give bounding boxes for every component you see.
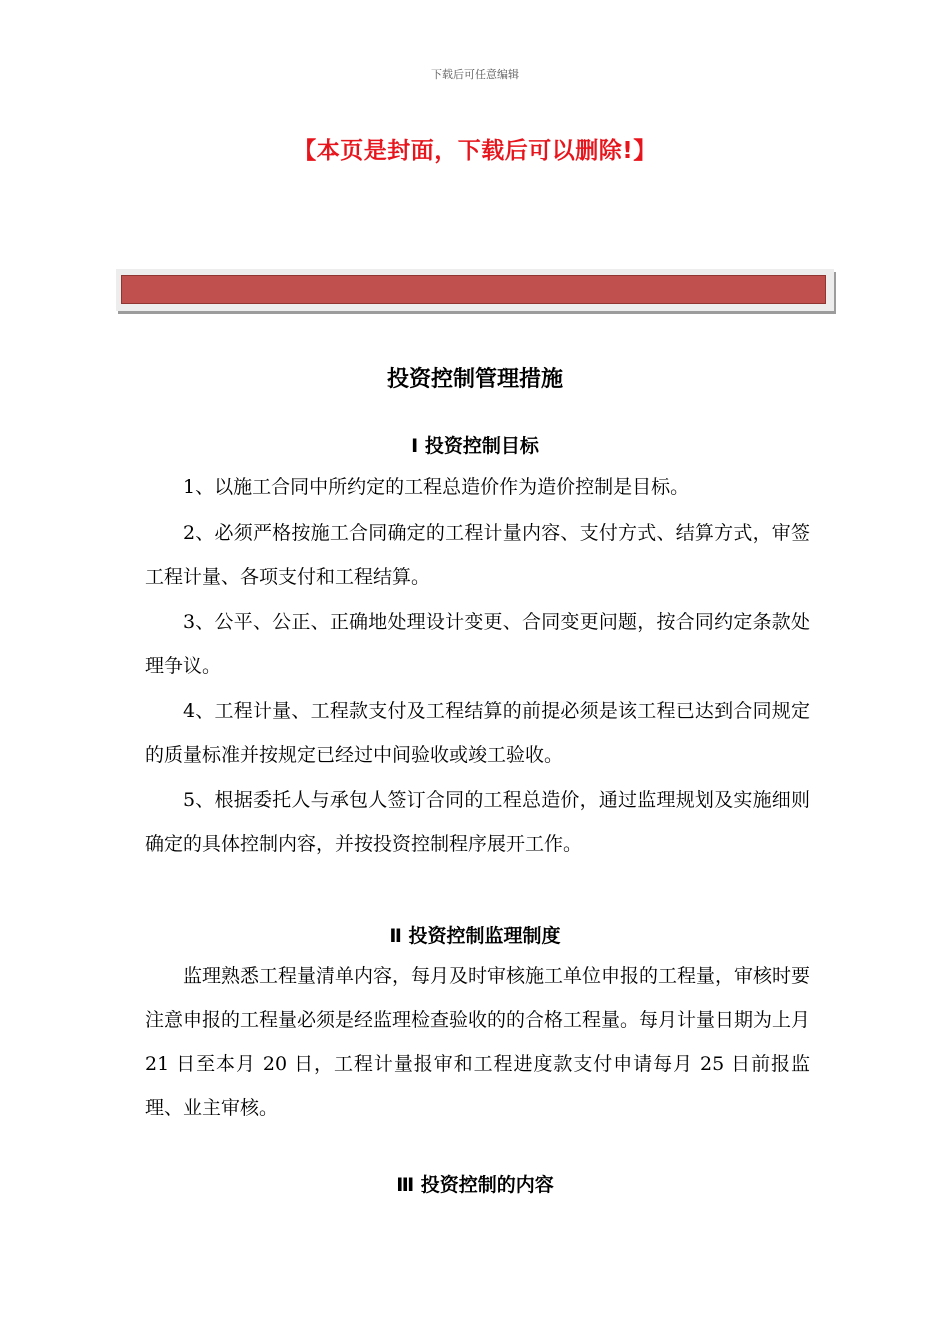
banner-bar (121, 275, 826, 304)
paragraph-1-2: 2、必须严格按施工合同确定的工程计量内容、支付方式、结算方式，审签工程计量、各项支付和工程结算。 (145, 522, 810, 588)
section-heading-2: Ⅱ 投资控制监理制度 (389, 925, 561, 947)
section-heading-1: Ⅰ 投资控制目标 (411, 435, 539, 457)
paragraph-1-3: 3、公平、公正、正确地处理设计变更、合同变更问题，按合同约定条款处理争议。 (145, 611, 810, 677)
decorative-banner (116, 269, 834, 311)
paragraph-2-1: 监理熟悉工程量清单内容，每月及时审核施工单位申报的工程量，审核时要注意申报的工程量必须是经监理检查验收的的合格工程量。每月计量日期为上月 21 日至本月 20 日，工程计量报审和工程进度款支付申请每月 25 日前报监理、业主审核。 (145, 965, 811, 1119)
cover-notice: 【本页是封面，下载后可以删除!】 (293, 138, 657, 164)
header-note: 下载后可任意编辑 (431, 68, 519, 81)
paragraph-1-4: 4、工程计量、工程款支付及工程结算的前提必须是该工程已达到合同规定的质量标准并按规定已经过中间验收或竣工验收。 (145, 700, 810, 766)
paragraph-1-1: 1、以施工合同中所约定的工程总造价作为造价控制是目标。 (183, 476, 690, 498)
document-title: 投资控制管理措施 (386, 367, 563, 392)
section-heading-3: Ⅲ 投资控制的内容 (396, 1174, 554, 1196)
paragraph-1-5: 5、根据委托人与承包人签订合同的工程总造价，通过监理规划及实施细则确定的具体控制内容，并按投资控制程序展开工作。 (145, 789, 810, 855)
